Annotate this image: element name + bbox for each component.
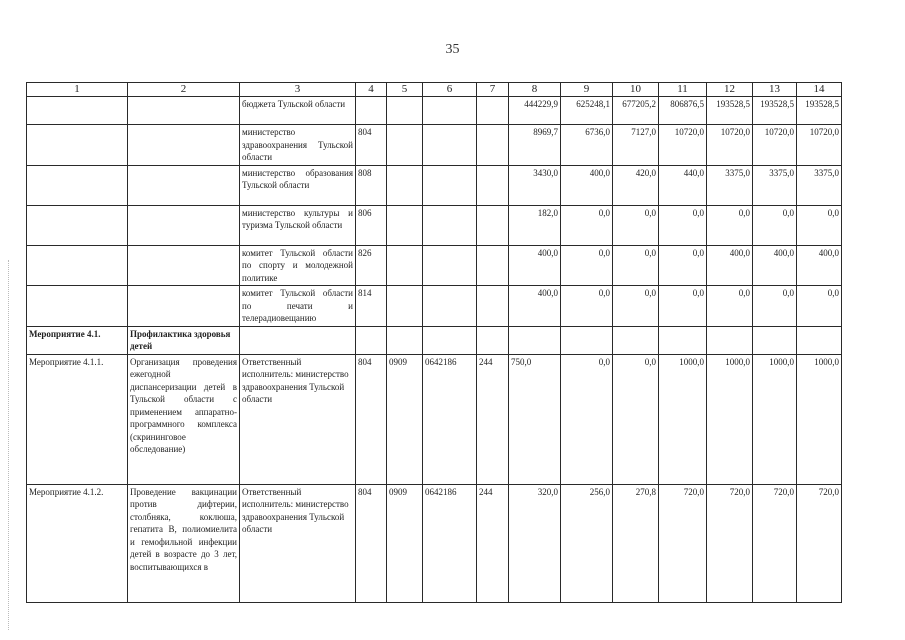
- value-cell: 400,0: [509, 286, 561, 327]
- value-cell: 270,8: [613, 484, 659, 602]
- value-cell: 193528,5: [707, 97, 753, 125]
- value-cell: 750,0: [509, 354, 561, 484]
- value-cell: 720,0: [659, 484, 707, 602]
- value-cell: [509, 326, 561, 354]
- table-row: [27, 286, 842, 327]
- section-cell: 0909: [387, 354, 423, 484]
- header-cell: 3: [240, 83, 356, 97]
- value-cell: 193528,5: [753, 97, 797, 125]
- value-cell: 0,0: [659, 286, 707, 327]
- value-cell: 0,0: [561, 286, 613, 327]
- code-cell: 826: [356, 245, 387, 286]
- executor-cell: Ответственный исполнитель: министерство здравоохранения Тульской области: [240, 354, 356, 484]
- type-cell: [477, 125, 509, 166]
- value-cell: 440,0: [659, 165, 707, 205]
- value-cell: 0,0: [753, 205, 797, 245]
- code-cell: [356, 326, 387, 354]
- header-cell: 4: [356, 83, 387, 97]
- page-number: 35: [445, 42, 460, 57]
- header-cell: 13: [753, 83, 797, 97]
- value-cell: 3375,0: [753, 165, 797, 205]
- header-cell: 14: [797, 83, 842, 97]
- value-cell: 720,0: [707, 484, 753, 602]
- value-cell: 10720,0: [753, 125, 797, 166]
- target-cell: [423, 286, 477, 327]
- value-cell: 720,0: [797, 484, 842, 602]
- executor-cell: Ответственный исполнитель: министерство здравоохранения Тульской области: [240, 484, 356, 602]
- type-cell: [477, 97, 509, 125]
- header-cell: 10: [613, 83, 659, 97]
- description-cell: [128, 245, 240, 286]
- description-cell: [128, 205, 240, 245]
- value-cell: 8969,7: [509, 125, 561, 166]
- measure-cell: Мероприятие 4.1.2.: [27, 484, 128, 602]
- target-cell: 0642186: [423, 354, 477, 484]
- section-cell: [387, 286, 423, 327]
- table-row: [27, 326, 842, 354]
- value-cell: 0,0: [659, 245, 707, 286]
- header-cell: 8: [509, 83, 561, 97]
- scan-edge-line: [8, 260, 10, 630]
- code-cell: 804: [356, 354, 387, 484]
- type-cell: 244: [477, 484, 509, 602]
- value-cell: [659, 326, 707, 354]
- description-cell: [128, 165, 240, 205]
- type-cell: 244: [477, 354, 509, 484]
- measure-cell: [27, 205, 128, 245]
- table-row: [27, 484, 842, 602]
- budget-table: [26, 82, 842, 603]
- value-cell: [707, 326, 753, 354]
- description-cell: [128, 286, 240, 327]
- measure-cell: [27, 165, 128, 205]
- value-cell: 10720,0: [707, 125, 753, 166]
- value-cell: 0,0: [613, 286, 659, 327]
- value-cell: 7127,0: [613, 125, 659, 166]
- description-cell: Профилактика здоровья детей: [128, 326, 240, 354]
- value-cell: [797, 326, 842, 354]
- executor-cell: [240, 326, 356, 354]
- header-cell: 12: [707, 83, 753, 97]
- value-cell: 0,0: [561, 245, 613, 286]
- measure-cell: [27, 286, 128, 327]
- header-cell: 1: [27, 83, 128, 97]
- value-cell: 10720,0: [797, 125, 842, 166]
- value-cell: 420,0: [613, 165, 659, 205]
- value-cell: 182,0: [509, 205, 561, 245]
- code-cell: 804: [356, 125, 387, 166]
- executor-cell: министерство культуры и туризма Тульской области: [240, 205, 356, 245]
- code-cell: 814: [356, 286, 387, 327]
- header-row: [27, 83, 842, 97]
- header-cell: 2: [128, 83, 240, 97]
- code-cell: 808: [356, 165, 387, 205]
- header-cell: 7: [477, 83, 509, 97]
- value-cell: 400,0: [561, 165, 613, 205]
- description-cell: [128, 125, 240, 166]
- value-cell: 0,0: [797, 205, 842, 245]
- target-cell: [423, 326, 477, 354]
- target-cell: [423, 245, 477, 286]
- value-cell: 3430,0: [509, 165, 561, 205]
- table-row: [27, 125, 842, 166]
- section-cell: [387, 125, 423, 166]
- value-cell: 400,0: [753, 245, 797, 286]
- code-cell: 806: [356, 205, 387, 245]
- value-cell: 677205,2: [613, 97, 659, 125]
- value-cell: 10720,0: [659, 125, 707, 166]
- value-cell: 3375,0: [797, 165, 842, 205]
- table-row: [27, 205, 842, 245]
- header-cell: 11: [659, 83, 707, 97]
- value-cell: 400,0: [797, 245, 842, 286]
- section-cell: 0909: [387, 484, 423, 602]
- section-cell: [387, 97, 423, 125]
- measure-cell: [27, 97, 128, 125]
- value-cell: [561, 326, 613, 354]
- table-row: [27, 245, 842, 286]
- value-cell: 1000,0: [659, 354, 707, 484]
- value-cell: 320,0: [509, 484, 561, 602]
- measure-cell: Мероприятие 4.1.: [27, 326, 128, 354]
- section-cell: [387, 245, 423, 286]
- executor-cell: комитет Тульской области по спорту и молодежной политике: [240, 245, 356, 286]
- header-cell: 6: [423, 83, 477, 97]
- value-cell: 0,0: [613, 205, 659, 245]
- value-cell: 1000,0: [753, 354, 797, 484]
- executor-cell: бюджета Тульской области: [240, 97, 356, 125]
- value-cell: 1000,0: [707, 354, 753, 484]
- type-cell: [477, 165, 509, 205]
- value-cell: 720,0: [753, 484, 797, 602]
- value-cell: 400,0: [707, 245, 753, 286]
- value-cell: 256,0: [561, 484, 613, 602]
- value-cell: 0,0: [797, 286, 842, 327]
- measure-cell: [27, 245, 128, 286]
- table-row: [27, 354, 842, 484]
- description-cell: [128, 97, 240, 125]
- description-cell: Организация проведения ежегодной диспансеризации детей в Тульской области с применением аппаратно-программного комплекса (скрининговое обследование): [128, 354, 240, 484]
- value-cell: 6736,0: [561, 125, 613, 166]
- target-cell: [423, 165, 477, 205]
- target-cell: [423, 125, 477, 166]
- executor-cell: министерство здравоохранения Тульской области: [240, 125, 356, 166]
- target-cell: [423, 205, 477, 245]
- section-cell: [387, 165, 423, 205]
- value-cell: 444229,9: [509, 97, 561, 125]
- value-cell: [753, 326, 797, 354]
- value-cell: 0,0: [753, 286, 797, 327]
- measure-cell: [27, 125, 128, 166]
- value-cell: 193528,5: [797, 97, 842, 125]
- target-cell: 0642186: [423, 484, 477, 602]
- value-cell: 806876,5: [659, 97, 707, 125]
- header-cell: 5: [387, 83, 423, 97]
- description-cell: Проведение вакцинации против дифтерии, столбняка, коклюша, гепатита В, полиомиелита и гемофильной инфекции детей в возрасте до 3 лет, воспитывающихся в: [128, 484, 240, 602]
- value-cell: [613, 326, 659, 354]
- value-cell: 0,0: [707, 205, 753, 245]
- value-cell: 400,0: [509, 245, 561, 286]
- type-cell: [477, 245, 509, 286]
- table-row: [27, 97, 842, 125]
- executor-cell: комитет Тульской области по печати и телерадиовещанию: [240, 286, 356, 327]
- value-cell: 1000,0: [797, 354, 842, 484]
- code-cell: 804: [356, 484, 387, 602]
- value-cell: 625248,1: [561, 97, 613, 125]
- target-cell: [423, 97, 477, 125]
- section-cell: [387, 205, 423, 245]
- type-cell: [477, 286, 509, 327]
- value-cell: 0,0: [707, 286, 753, 327]
- value-cell: 0,0: [613, 354, 659, 484]
- section-cell: [387, 326, 423, 354]
- type-cell: [477, 326, 509, 354]
- value-cell: 0,0: [561, 354, 613, 484]
- measure-cell: Мероприятие 4.1.1.: [27, 354, 128, 484]
- type-cell: [477, 205, 509, 245]
- code-cell: [356, 97, 387, 125]
- executor-cell: министерство образования Тульской области: [240, 165, 356, 205]
- table-row: [27, 165, 842, 205]
- value-cell: 0,0: [561, 205, 613, 245]
- value-cell: 0,0: [659, 205, 707, 245]
- header-cell: 9: [561, 83, 613, 97]
- value-cell: 3375,0: [707, 165, 753, 205]
- value-cell: 0,0: [613, 245, 659, 286]
